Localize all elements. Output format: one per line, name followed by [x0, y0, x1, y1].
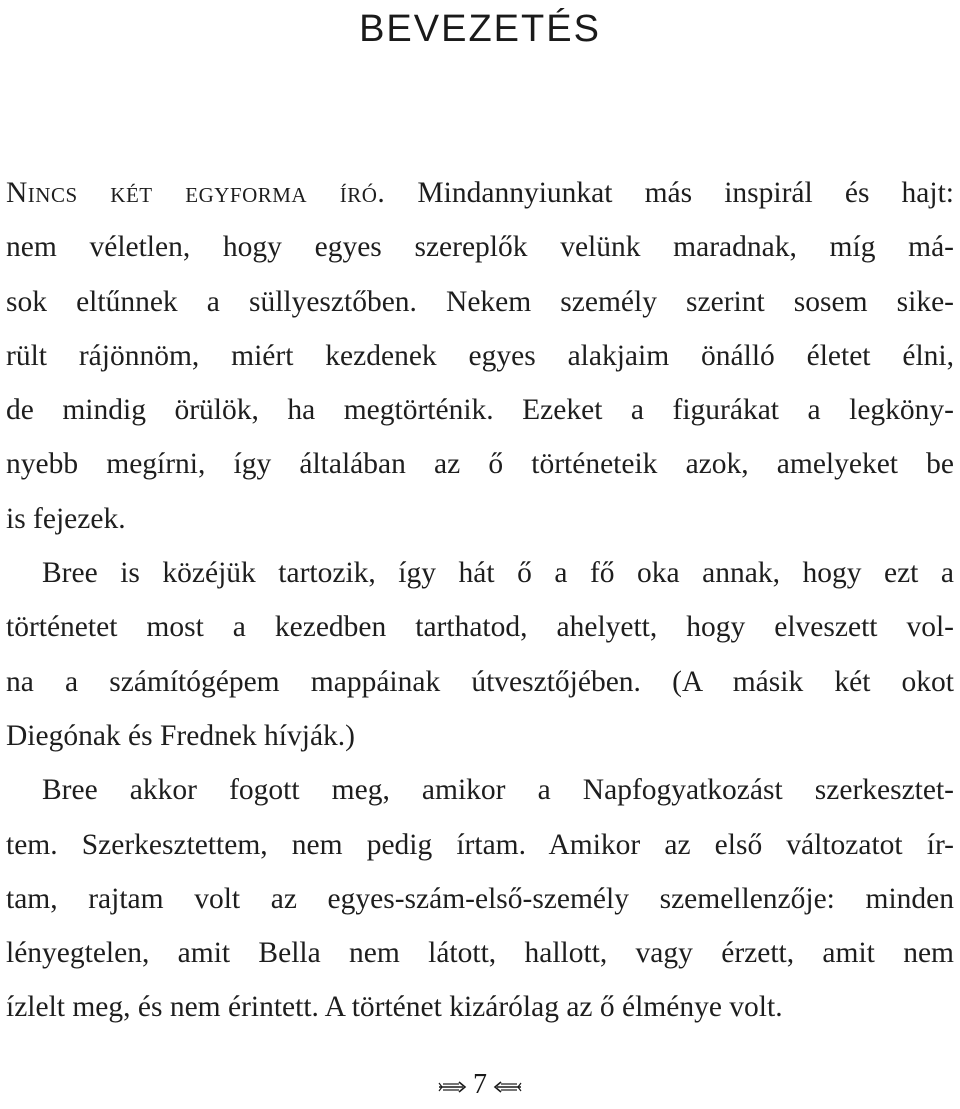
paragraph-1-line-1-text: Mindannyiunkat más inspirál és hajt: — [385, 177, 954, 209]
page-number: 7 — [473, 1069, 487, 1100]
paragraph-3-line-5: ízlelt meg, és nem érintett. A történet kizárólag az ő élménye volt. — [6, 991, 783, 1024]
ornament-arrow-right-icon — [437, 1080, 467, 1094]
paragraph-3-line-3: tam, rajtam volt az egyes-szám-első-személy szemellenzője: minden — [6, 882, 954, 915]
paragraph-1-line-7: is fejezek. — [6, 502, 126, 535]
paragraph-1-line-4: rült rájönnöm, miért kezdenek egyes alakjaim önálló életet élni, — [6, 339, 954, 372]
paragraph-3-line-1: Bree akkor fogott meg, amikor a Napfogyatkozást szerkesztet- — [42, 774, 954, 807]
page-footer — [0, 1068, 960, 1102]
paragraph-2-line-3: na a számítógépem mappáinak útvesztőjében. (A másik két okot — [6, 665, 954, 698]
paragraph-1-line-2: nem véletlen, hogy egyes szereplők velünk maradnak, míg má- — [6, 231, 954, 264]
paragraph-3-line-4: lényegtelen, amit Bella nem látott, hallott, vagy érzett, amit nem — [6, 937, 954, 970]
paragraph-3-line-2: tem. Szerkesztettem, nem pedig írtam. Amikor az első változatot ír- — [6, 828, 954, 861]
paragraph-2-line-1: Bree is közéjük tartozik, így hát ő a fő oka annak, hogy ezt a — [42, 557, 954, 590]
paragraph-1-line-5: de mindig örülök, ha megtörténik. Ezeket a figurákat a legköny- — [6, 394, 954, 427]
paragraph-1-line-6: nyebb megírni, így általában az ő történeteik azok, amelyeket be — [6, 448, 954, 481]
paragraph-1-line-3: sok eltűnnek a süllyesztőben. Nekem személy szerint sosem sike- — [6, 285, 954, 318]
paragraph-2-line-4: Diegónak és Frednek hívják.) — [6, 719, 355, 752]
ornament-arrow-left-icon — [493, 1080, 523, 1094]
body-text — [6, 166, 954, 1035]
chapter-title: BEVEZETÉS — [359, 8, 601, 50]
paragraph-1-line-1 — [6, 166, 954, 220]
paragraph-2-line-2: történetet most a kezedben tarthatod, ahelyett, hogy elveszett vol- — [6, 611, 954, 644]
opening-smallcaps: Nincs két egyforma író. — [6, 177, 386, 209]
